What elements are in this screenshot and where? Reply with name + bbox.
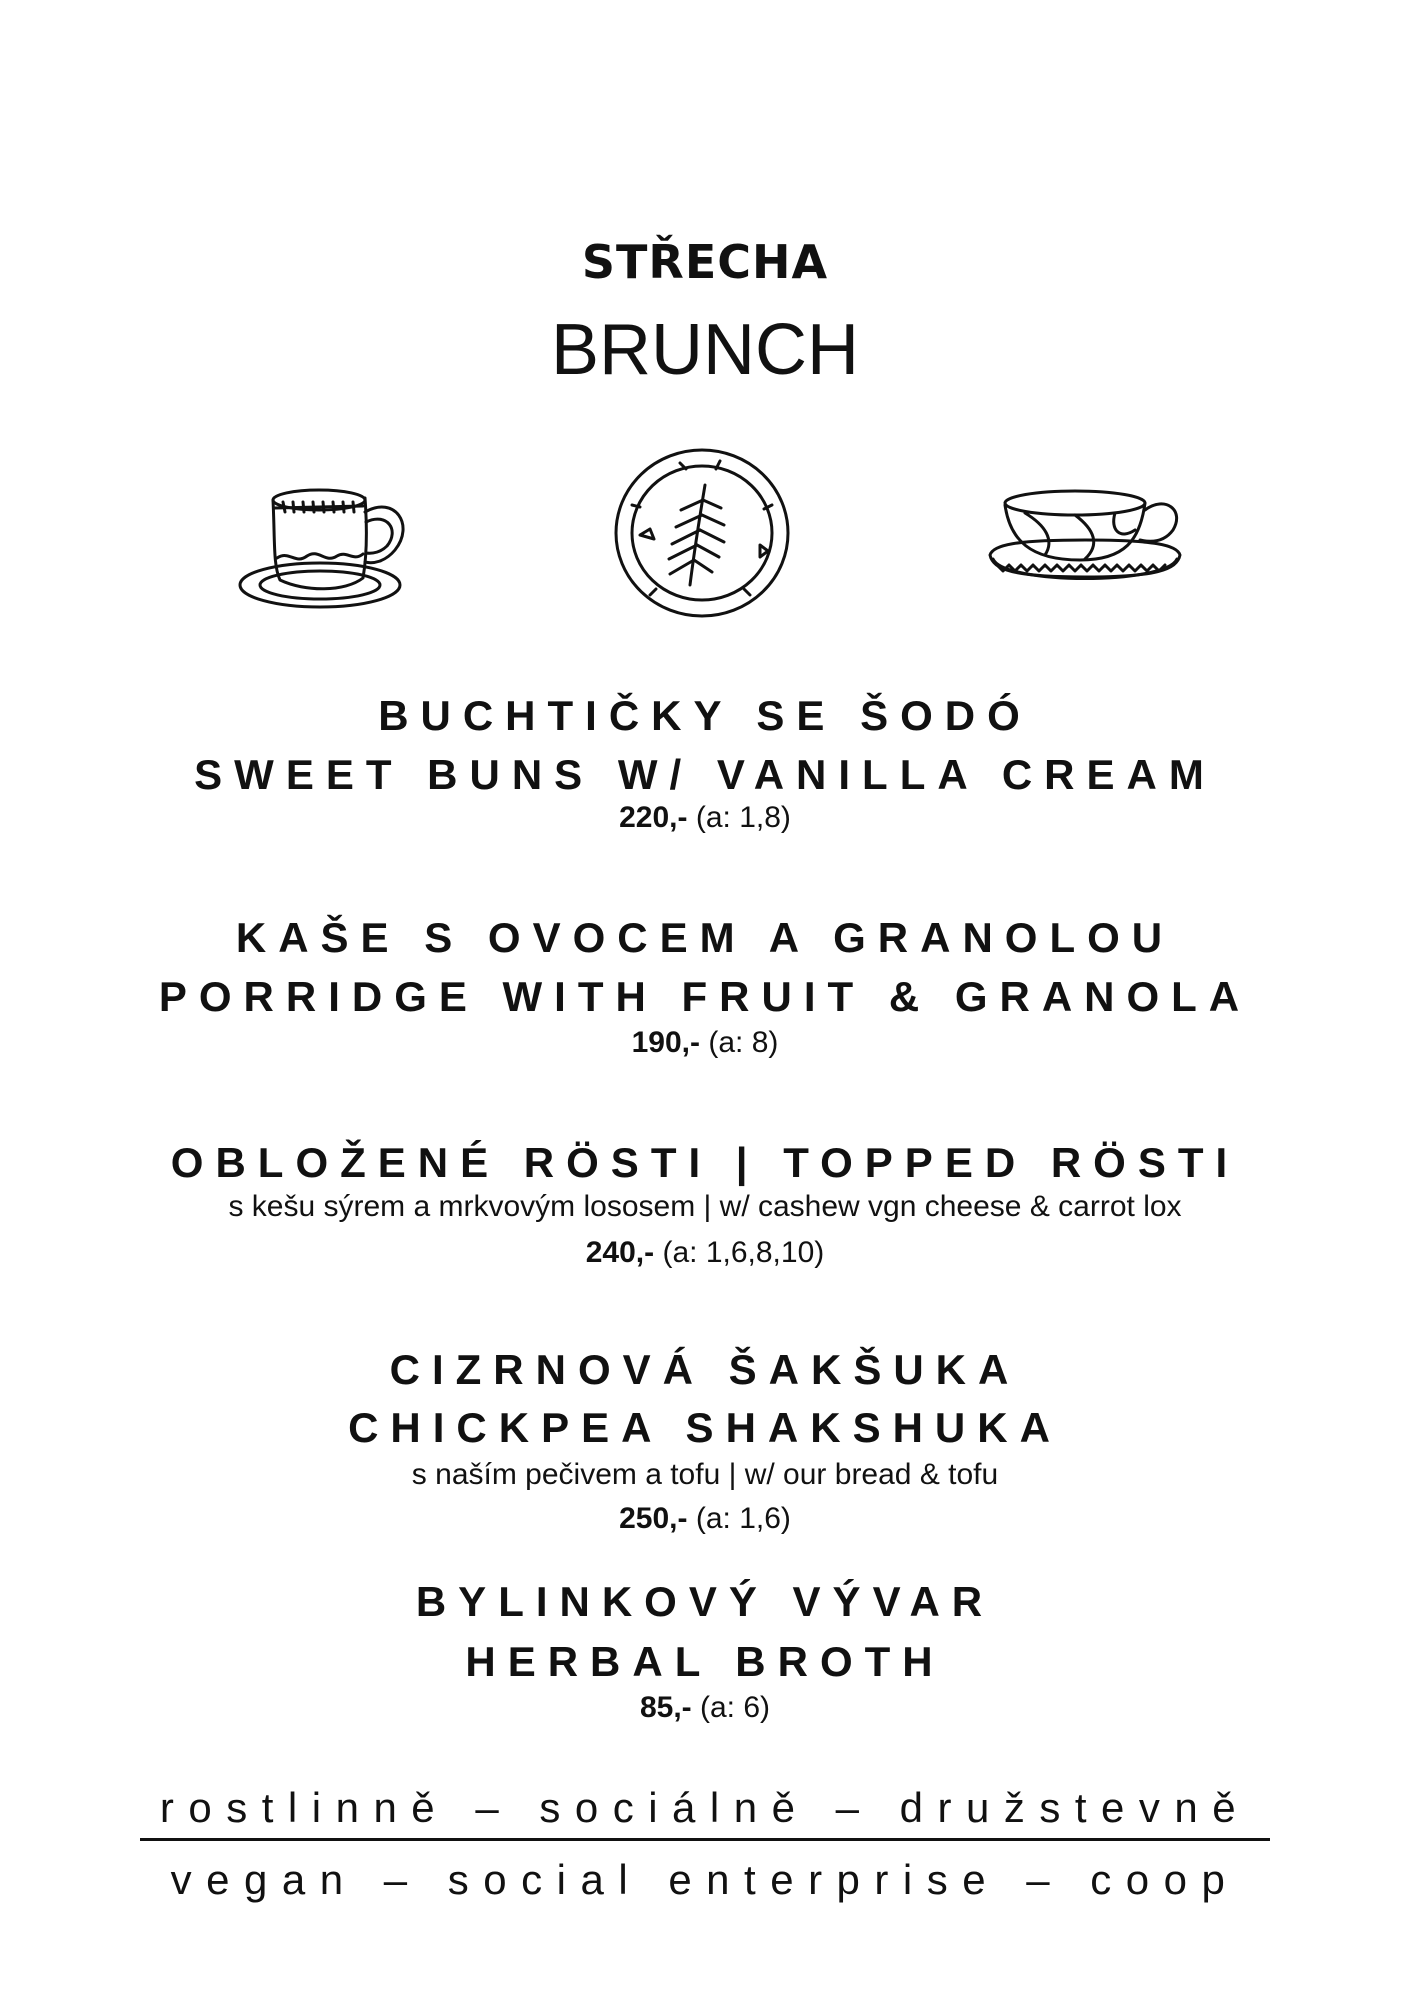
item-price-line [0, 1231, 1410, 1275]
item-price: 240,- [585, 1236, 655, 1269]
item-allergens: (a: 1,8) [695, 801, 791, 834]
item-description: s naším pečivem a tofu | w/ our bread & tofu [411, 1458, 999, 1491]
brand-name: STŘECHA [581, 235, 829, 289]
decorated-plate-icon [610, 445, 795, 620]
item-price: 250,- [619, 1502, 688, 1535]
footer-divider [140, 1838, 1270, 1841]
item-description: s kešu sýrem a mrkvovým lososem | w/ cashew vgn cheese & carrot lox [228, 1190, 1182, 1223]
item-title-en: PORRIDGE WITH FRUIT & GRANOLA [158, 973, 1252, 1020]
item-price-line [0, 1021, 1410, 1065]
item-allergens: (a: 1,6,8,10) [662, 1236, 825, 1269]
item-price: 85,- [639, 1691, 692, 1724]
item-title-en: SWEET BUNS W/ VANILLA CREAM [194, 751, 1216, 798]
item-price: 190,- [631, 1026, 700, 1059]
menu-title: BRUNCH [550, 310, 859, 390]
item-title-en: CHICKPEA SHAKSHUKA [348, 1404, 1062, 1451]
item-title: OBLOŽENÉ RÖSTI | TOPPED RÖSTI [170, 1139, 1240, 1186]
footer-tagline-cz: rostlinně – sociálně – družstevně [159, 1784, 1251, 1831]
item-price: 220,- [619, 801, 688, 834]
item-title-cz: BYLINKOVÝ VÝVAR [415, 1578, 995, 1625]
teacup-saucer-icon [985, 485, 1185, 610]
item-allergens: (a: 1,6) [695, 1502, 791, 1535]
item-allergens: (a: 6) [700, 1691, 771, 1724]
item-title-en: HERBAL BROTH [465, 1638, 945, 1685]
item-title-cz: KAŠE S OVOCEM A GRANOLOU [235, 914, 1175, 961]
coffee-cup-icon [235, 480, 415, 615]
item-title-cz: CIZRNOVÁ ŠAKŠUKA [389, 1346, 1021, 1393]
item-price-line [0, 1686, 1410, 1730]
footer-tagline-en: vegan – social enterprise – coop [170, 1856, 1240, 1903]
item-price-line [0, 1497, 1410, 1541]
item-title-cz: BUCHTIČKY SE ŠODÓ [378, 692, 1032, 739]
item-allergens: (a: 8) [708, 1026, 779, 1059]
item-price-line [0, 796, 1410, 840]
